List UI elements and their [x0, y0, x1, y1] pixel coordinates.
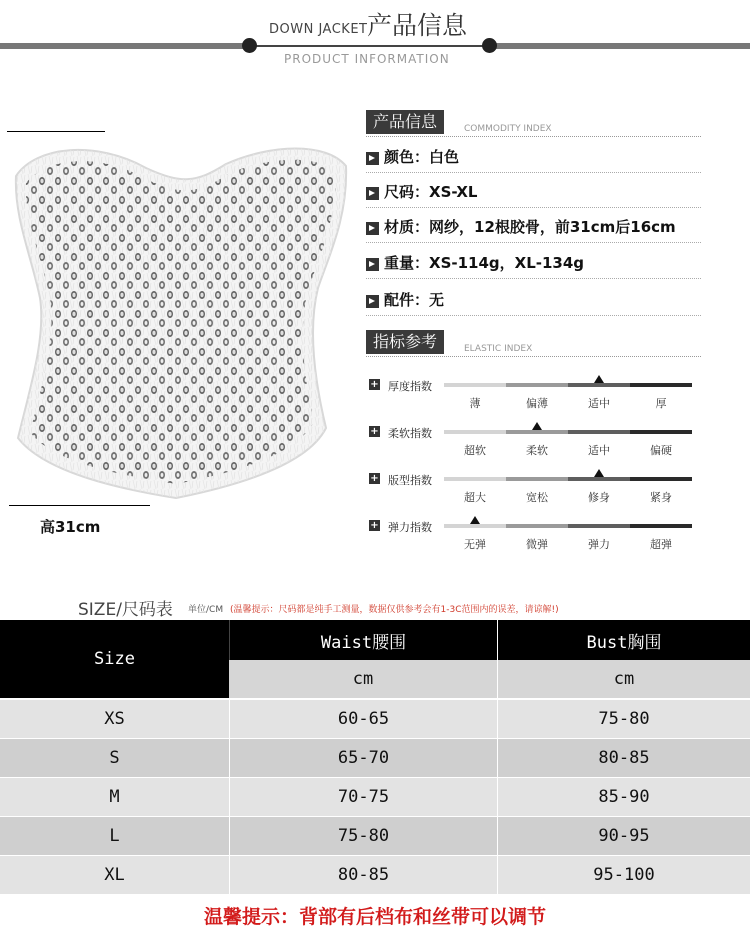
elastic-tag-en: ELASTIC INDEX	[464, 344, 533, 354]
arrow-bullet-icon	[366, 152, 379, 165]
unit-waist: cm	[229, 660, 497, 698]
arrow-bullet-icon	[366, 222, 379, 235]
scale-level-label: 宽松	[526, 491, 548, 504]
divider	[366, 356, 701, 357]
scale-level-label: 超软	[464, 444, 486, 457]
scale-bar-segment	[506, 383, 568, 387]
index-name: 版型指数	[388, 474, 432, 487]
table-cell-size: S	[0, 739, 229, 777]
scale-level-label: 薄	[469, 397, 481, 410]
divider	[366, 136, 701, 137]
unit-bust: cm	[497, 660, 750, 698]
plus-icon: +	[370, 473, 379, 484]
scale-marker-icon	[594, 375, 604, 383]
measure-line-top	[7, 131, 105, 132]
info-text: 颜色：白色	[384, 148, 460, 166]
elastic-tag: 指标参考	[366, 330, 444, 354]
scale-bar-segment	[506, 524, 568, 528]
info-text: 重量：XS-114g，XL-134g	[384, 254, 585, 272]
arrow-bullet-icon	[366, 258, 379, 271]
col-header-bust: Bust胸围	[497, 620, 750, 660]
header-line-middle	[248, 45, 490, 47]
scale-bar-segment	[630, 383, 692, 387]
header-subtitle: PRODUCT INFORMATION	[284, 52, 450, 66]
info-row-size	[366, 179, 701, 209]
scale-level-label: 厚	[655, 397, 667, 410]
scale-level-label: 偏薄	[526, 397, 548, 410]
scale-bar-segment	[506, 430, 568, 434]
divider	[366, 278, 701, 279]
table-cell-size: XS	[0, 700, 229, 738]
divider	[366, 172, 701, 173]
plus-icon: +	[370, 520, 379, 531]
plus-icon: +	[370, 426, 379, 437]
scale-marker-icon	[532, 422, 542, 430]
table-cell-waist: 65-70	[229, 739, 497, 777]
scale-level-label: 微弹	[526, 538, 548, 551]
commodity-header	[366, 110, 701, 138]
scale-bar-segment	[506, 477, 568, 481]
index-row	[369, 426, 699, 466]
index-name: 弹力指数	[388, 521, 432, 534]
scale-level-label: 偏硬	[650, 444, 672, 457]
scale-bar-segment	[444, 383, 506, 387]
info-row-material	[366, 214, 701, 244]
header-line-right	[490, 43, 750, 49]
col-header-size: Size	[0, 620, 229, 698]
info-text: 配件：无	[384, 291, 445, 309]
header-dot-right	[482, 38, 497, 53]
info-row-accessory	[366, 287, 701, 317]
scale-level-label: 弹力	[588, 538, 610, 551]
size-chart-unit: 单位/CM	[188, 605, 224, 615]
table-cell-waist: 75-80	[229, 817, 497, 855]
scale-level-label: 适中	[588, 397, 610, 410]
scale-level-label: 适中	[588, 444, 610, 457]
scale-marker-icon	[594, 469, 604, 477]
scale-marker-icon	[470, 516, 480, 524]
commodity-tag-en: COMMODITY INDEX	[464, 124, 552, 134]
scale-bar-segment	[568, 477, 630, 481]
header-line-left	[0, 43, 248, 49]
table-cell-waist: 60-65	[229, 700, 497, 738]
table-cell-bust: 75-80	[497, 700, 750, 738]
table-cell-bust: 80-85	[497, 739, 750, 777]
index-name: 柔软指数	[388, 427, 432, 440]
scale-level-label: 超弹	[650, 538, 672, 551]
product-image	[6, 138, 356, 508]
info-row-weight	[366, 250, 701, 280]
scale-level-label: 无弹	[464, 538, 486, 551]
commodity-tag: 产品信息	[366, 110, 444, 134]
table-cell-size: L	[0, 817, 229, 855]
header-title-en: DOWN JACKET	[269, 22, 368, 37]
size-chart-title: SIZE/尺码表	[78, 600, 173, 620]
info-text: 材质：网纱，12根胶骨，前31cm后16cm	[384, 218, 676, 236]
scale-level-label: 柔软	[526, 444, 548, 457]
scale-bar-segment	[630, 524, 692, 528]
scale-bar-segment	[568, 524, 630, 528]
index-row	[369, 520, 699, 560]
scale-bar-segment	[568, 430, 630, 434]
scale-level-label: 紧身	[650, 491, 672, 504]
table-cell-bust: 90-95	[497, 817, 750, 855]
plus-icon: +	[370, 379, 379, 390]
elastic-header	[366, 330, 701, 358]
measure-line-bottom	[9, 505, 150, 506]
adjustment-tip: 温馨提示：背部有后档布和丝带可以调节	[0, 895, 750, 936]
table-cell-waist: 80-85	[229, 856, 497, 894]
scale-bar-segment	[630, 430, 692, 434]
header-title-cn: 产品信息	[367, 11, 468, 40]
info-text: 尺码：XS-XL	[384, 183, 478, 201]
index-name: 厚度指数	[388, 380, 432, 393]
scale-bar-segment	[444, 524, 506, 528]
index-row	[369, 379, 699, 419]
scale-level-label: 超大	[464, 491, 486, 504]
scale-bar-segment	[444, 430, 506, 434]
index-row	[369, 473, 699, 513]
divider	[366, 207, 701, 208]
table-cell-bust: 85-90	[497, 778, 750, 816]
header-dot-left	[242, 38, 257, 53]
table-cell-size: M	[0, 778, 229, 816]
divider	[366, 242, 701, 243]
arrow-bullet-icon	[366, 295, 379, 308]
table-cell-size: XL	[0, 856, 229, 894]
scale-bar-segment	[444, 477, 506, 481]
divider	[366, 315, 701, 316]
info-row-color	[366, 144, 701, 174]
scale-level-label: 修身	[588, 491, 610, 504]
table-cell-bust: 95-100	[497, 856, 750, 894]
scale-bar-segment	[568, 383, 630, 387]
height-label: 高31cm	[40, 518, 101, 536]
size-chart-note: (温馨提示：尺码都是纯手工测量，数据仅供参考会有1-3C范围内的误差，请谅解!)	[230, 605, 559, 615]
arrow-bullet-icon	[366, 187, 379, 200]
col-header-waist: Waist腰围	[229, 620, 497, 660]
table-cell-waist: 70-75	[229, 778, 497, 816]
scale-bar-segment	[630, 477, 692, 481]
